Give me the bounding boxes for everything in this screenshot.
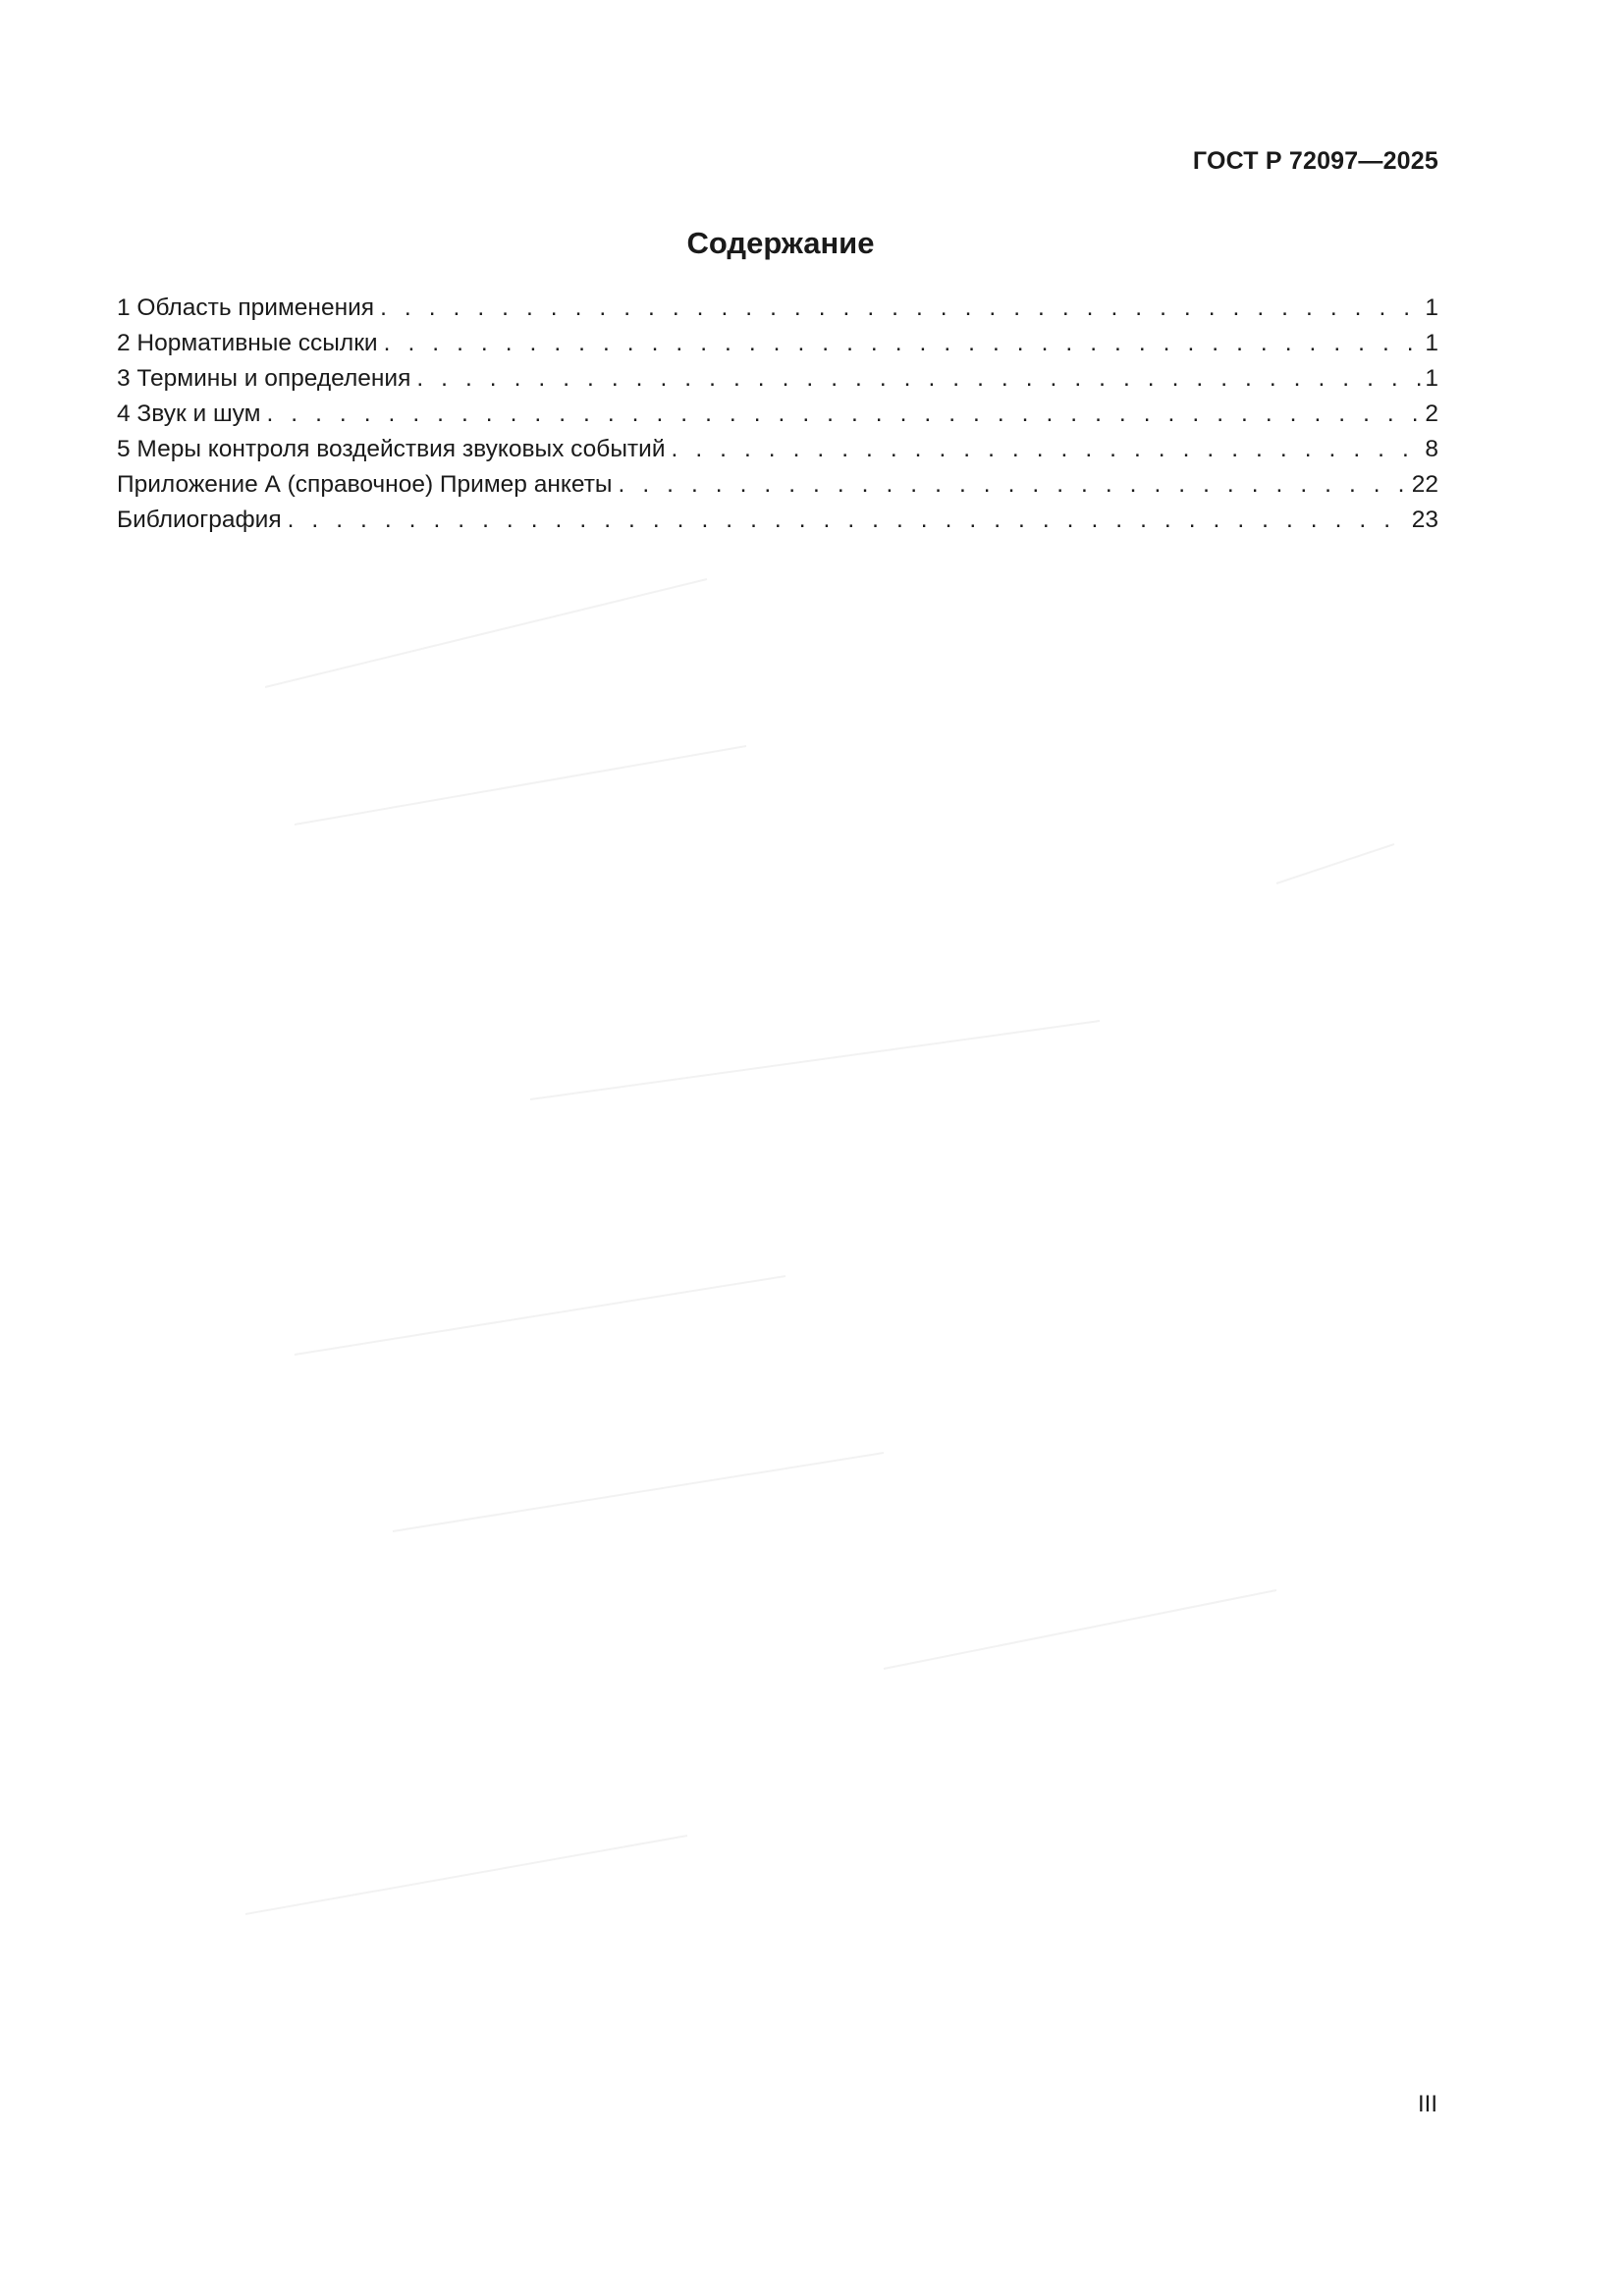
toc-item-page: 1 bbox=[1425, 330, 1438, 356]
toc-item[interactable] bbox=[117, 291, 1438, 326]
table-of-contents bbox=[117, 291, 1438, 538]
toc-item-page: 1 bbox=[1425, 365, 1438, 392]
toc-title: Содержание bbox=[686, 226, 875, 260]
toc-item[interactable] bbox=[117, 467, 1438, 503]
toc-leader-dots bbox=[288, 503, 1410, 538]
toc-leader-dots bbox=[416, 361, 1423, 397]
toc-item[interactable] bbox=[117, 397, 1438, 432]
toc-leader-dots bbox=[672, 432, 1424, 467]
toc-item-label: 5 Меры контроля воздействия звуковых событий bbox=[117, 436, 666, 462]
toc-item-page: 2 bbox=[1425, 400, 1438, 427]
toc-item[interactable] bbox=[117, 432, 1438, 467]
toc-item-label: Библиография bbox=[117, 507, 282, 533]
toc-leader-dots bbox=[619, 467, 1410, 503]
toc-leader-dots bbox=[266, 397, 1423, 432]
toc-item-label: 4 Звук и шум bbox=[117, 400, 261, 427]
toc-item[interactable] bbox=[117, 503, 1438, 538]
toc-item-page: 22 bbox=[1411, 471, 1438, 498]
toc-item[interactable] bbox=[117, 326, 1438, 361]
toc-item-label: 3 Термины и определения bbox=[117, 365, 411, 392]
toc-item-page: 23 bbox=[1411, 507, 1438, 533]
toc-item-page: 8 bbox=[1425, 436, 1438, 462]
toc-item-label: 1 Область применения bbox=[117, 294, 375, 321]
toc-item-label: 2 Нормативные ссылки bbox=[117, 330, 378, 356]
toc-item-label: Приложение А (справочное) Пример анкеты bbox=[117, 471, 613, 498]
document-code: ГОСТ Р 72097—2025 bbox=[1192, 147, 1438, 175]
toc-item-page: 1 bbox=[1425, 294, 1438, 321]
toc-leader-dots bbox=[380, 291, 1423, 326]
page-number: III bbox=[1417, 2091, 1437, 2117]
toc-leader-dots bbox=[384, 326, 1424, 361]
toc-item[interactable] bbox=[117, 361, 1438, 397]
